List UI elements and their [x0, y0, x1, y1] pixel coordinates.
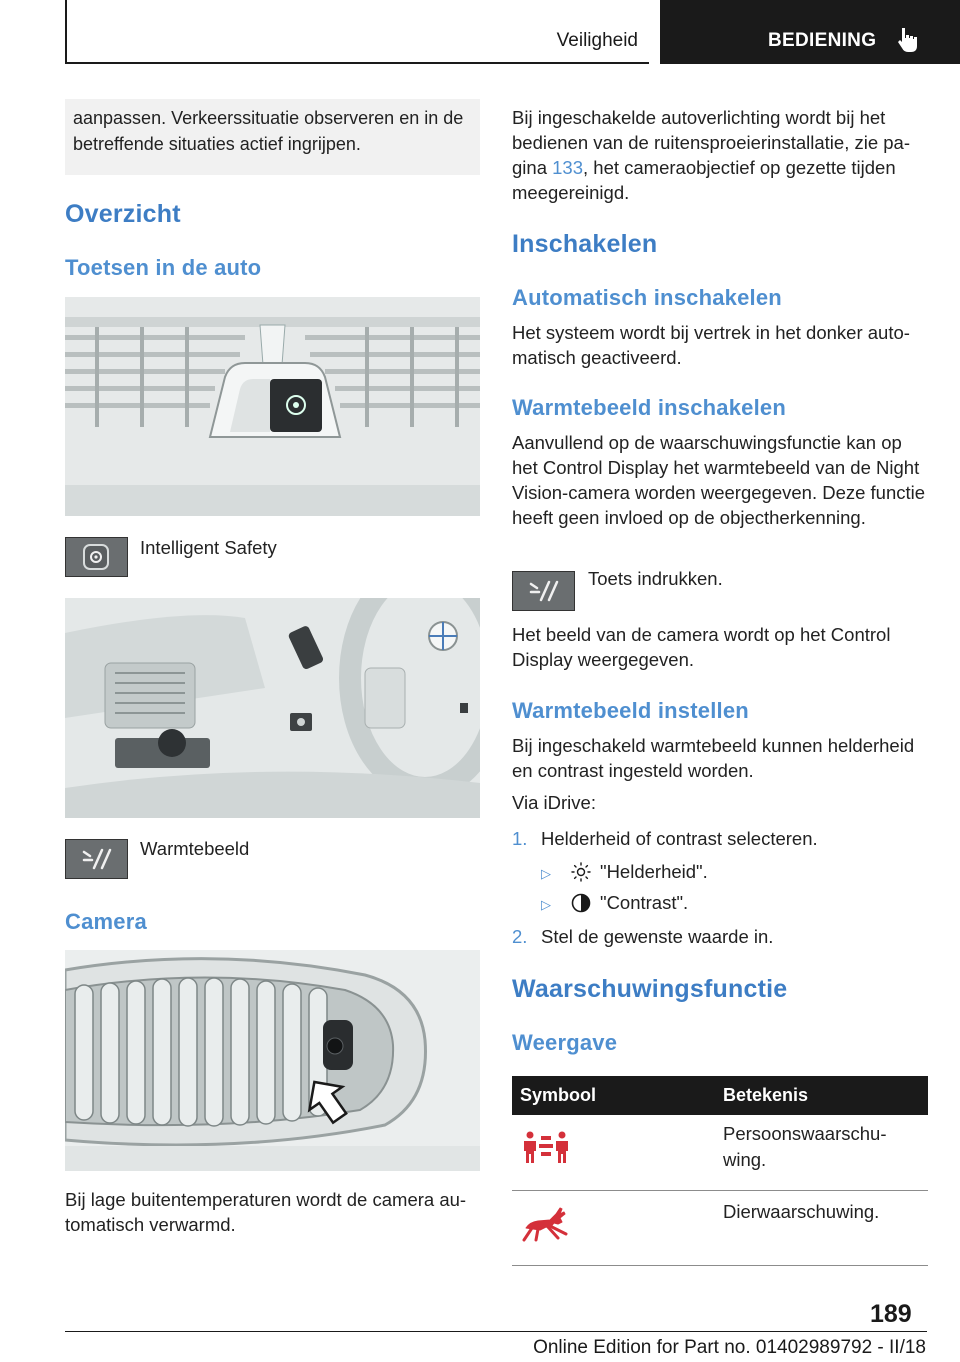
table-header-symbol: Symbool: [520, 1085, 597, 1105]
thermal-on-text: Aanvullend op de waarschuwingsfunctie kan op het Control Display het warmtebeeld van de Night Vision-camera worden weergegeven. Deze functie heeft geen invloed op de objectherkenning.: [512, 432, 926, 528]
header-bottom-rule: [65, 62, 649, 64]
warning-function-heading: Waarschuwingsfunctie: [512, 975, 788, 1003]
thermal-settings-heading: Warmtebeeld instellen: [512, 698, 749, 723]
night-vision-label: Warmtebeeld: [140, 838, 250, 859]
auto-switch-on-heading: Automatisch inschakelen: [512, 285, 782, 310]
step-number: 2.: [512, 926, 528, 947]
intro-text-end: , het cameraobjectief op gezette tijden meegereinigd.: [512, 157, 896, 203]
intelligent-safety-label: Intelligent Safety: [140, 537, 277, 558]
night-vision-button-icon: [512, 571, 575, 611]
grille-camera-image: [65, 950, 480, 1171]
header-left-rule: [65, 0, 67, 64]
thermal-on-heading: Warmtebeeld inschakelen: [512, 395, 786, 420]
display-heading: Weergave: [512, 1030, 618, 1055]
camera-heading: Camera: [65, 909, 147, 934]
table-cell-meaning: Persoonswaarschuwing.: [723, 1123, 887, 1170]
step-number: 1.: [512, 828, 528, 849]
step-text: Helderheid of contrast selecteren.: [541, 828, 818, 849]
footer-edition-text: Online Edition for Part no. 01402989792 - II/18: [533, 1337, 926, 1358]
header-chapter-tab[interactable]: [660, 0, 960, 64]
night-vision-icon: [65, 839, 128, 879]
bullet-triangle-icon: ▷: [541, 866, 551, 881]
sub-item-text: "Contrast".: [600, 892, 689, 913]
overview-heading: Overzicht: [65, 200, 181, 228]
display-text: Het beeld van de camera wordt op het Control Display weergegeven.: [512, 624, 891, 670]
table-row-divider: [512, 1265, 928, 1266]
buttons-heading: Toetsen in de auto: [65, 255, 262, 280]
animal-warning-icon: [520, 1204, 572, 1244]
page-reference-link[interactable]: 133: [552, 157, 583, 178]
table-cell-meaning: Dierwaarschuwing.: [723, 1201, 880, 1222]
warning-note: aanpassen. Verkeerssituatie observeren en in de betreffende situaties actief ingrijpen.: [65, 99, 480, 175]
bullet-triangle-icon: ▷: [541, 897, 551, 912]
pointing-hand-icon: [896, 26, 922, 54]
table-row-divider: [512, 1190, 928, 1191]
intro-paragraph: [512, 105, 928, 205]
footer-rule: [65, 1331, 927, 1332]
table-header-meaning: Betekenis: [723, 1085, 809, 1105]
dashboard-image: [65, 598, 480, 818]
step-text: Stel de gewenste waarde in.: [541, 926, 774, 947]
via-idrive-text: Via iDrive:: [512, 792, 596, 813]
console-buttons-image: [65, 297, 480, 516]
auto-switch-on-text: Het systeem wordt bij vertrek in het donker automatisch geactiveerd.: [512, 322, 910, 368]
header-chapter-label: BEDIENING: [768, 30, 877, 51]
camera-heating-text: Bij lage buitentemperaturen wordt de camera automatisch verwarmd.: [65, 1189, 467, 1235]
press-button-text: Toets indrukken.: [588, 568, 723, 589]
page-number: 189: [870, 1300, 912, 1328]
left-column: [65, 99, 480, 175]
switch-on-heading: Inschakelen: [512, 230, 658, 258]
intelligent-safety-icon: [65, 537, 128, 577]
person-warning-icon: [520, 1130, 572, 1166]
symbols-table-header: [512, 1076, 928, 1115]
thermal-settings-text: Bij ingeschakeld warmtebeeld kunnen helderheid en contrast ingesteld worden.: [512, 735, 915, 781]
contrast-icon: [570, 892, 592, 914]
brightness-icon: [570, 861, 592, 883]
header-section-title: Veiligheid: [556, 30, 638, 51]
intro-text-start: Bij ingeschakelde autoverlichting wordt bij het bedienen van de ruitensproeierinstallatie, zie pagina: [512, 107, 911, 178]
sub-item-text: "Helderheid".: [600, 861, 708, 882]
